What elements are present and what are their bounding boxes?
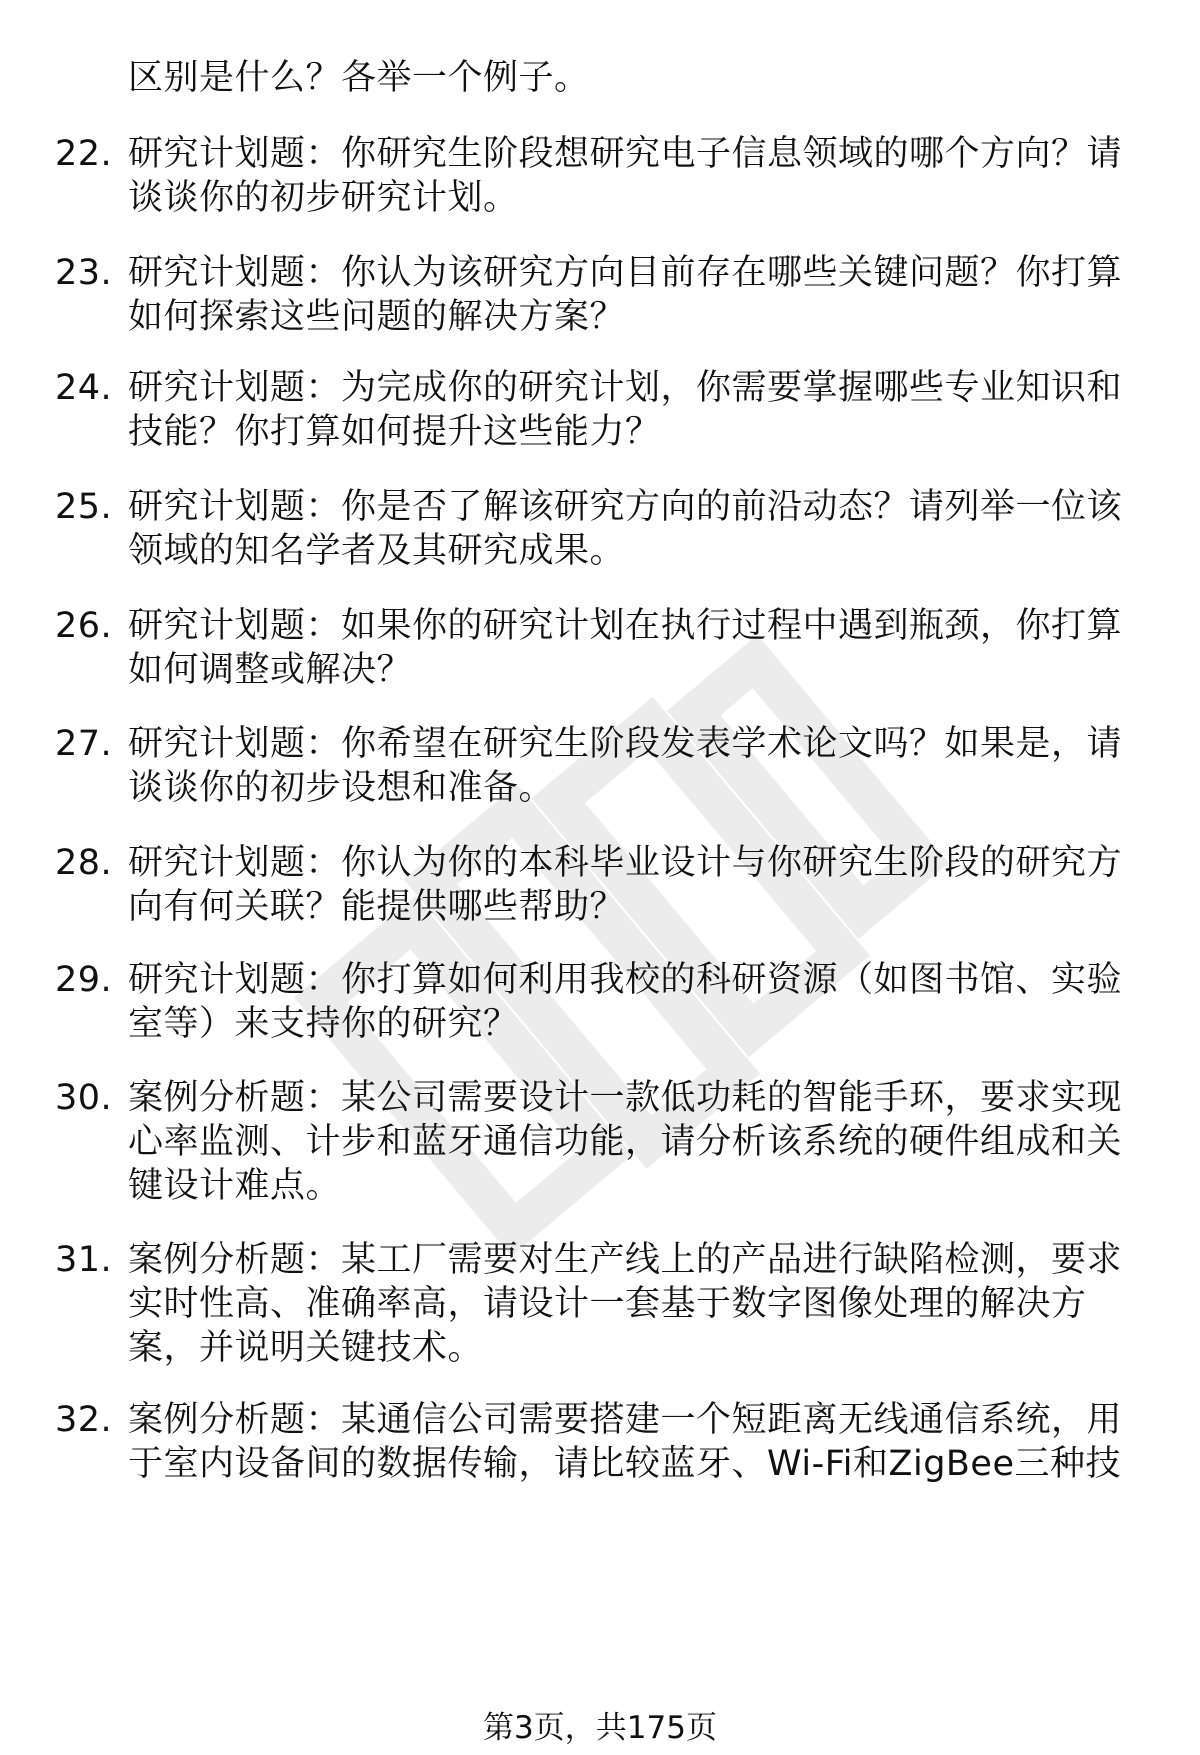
item-text: 案例分析题：某公司需要设计一款低功耗的智能手环，要求实现 <box>128 1078 1123 1118</box>
item-number: 30. <box>55 1078 113 1118</box>
item-number: 24. <box>55 368 113 408</box>
item-text: 室等）来支持你的研究？ <box>128 1004 519 1044</box>
item-text: 研究计划题：你研究生阶段想研究电子信息领域的哪个方向？请 <box>128 134 1123 174</box>
item-text: 研究计划题：你是否了解该研究方向的前沿动态？请列举一位该 <box>128 487 1123 527</box>
page-footer: 第3页，共175页 <box>483 1710 717 1746</box>
item-text: 案例分析题：某工厂需要对生产线上的产品进行缺陷检测，要求 <box>128 1240 1123 1280</box>
item-text: 研究计划题：你认为该研究方向目前存在哪些关键问题？你打算 <box>128 253 1123 293</box>
continuation-text: 区别是什么？各举一个例子。 <box>128 58 590 98</box>
item-text: 谈谈你的初步研究计划。 <box>128 178 519 218</box>
item-number: 27. <box>55 724 113 764</box>
item-text: 如何调整或解决？ <box>128 650 413 690</box>
item-text: 领域的知名学者及其研究成果。 <box>128 531 626 571</box>
item-text: 研究计划题：你打算如何利用我校的科研资源（如图书馆、实验 <box>128 960 1123 1000</box>
item-text: 案，并说明关键技术。 <box>128 1328 484 1368</box>
item-text: 向有何关联？能提供哪些帮助？ <box>128 887 626 927</box>
item-text: 实时性高、准确率高，请设计一套基于数字图像处理的解决方 <box>128 1284 1087 1324</box>
item-number: 32. <box>55 1400 113 1440</box>
item-text: 研究计划题：你希望在研究生阶段发表学术论文吗？如果是，请 <box>128 724 1123 764</box>
item-text: 研究计划题：如果你的研究计划在执行过程中遇到瓶颈，你打算 <box>128 606 1123 646</box>
item-text: 键设计难点。 <box>128 1166 342 1206</box>
item-text: 技能？你打算如何提升这些能力？ <box>128 412 661 452</box>
item-number: 23. <box>55 253 113 293</box>
item-text: 案例分析题：某通信公司需要搭建一个短距离无线通信系统，用 <box>128 1400 1123 1440</box>
item-number: 28. <box>55 843 113 883</box>
item-text: 心率监测、计步和蓝牙通信功能，请分析该系统的硬件组成和关 <box>128 1122 1123 1162</box>
item-text: 研究计划题：你认为你的本科毕业设计与你研究生阶段的研究方 <box>128 843 1123 883</box>
item-number: 29. <box>55 960 113 1000</box>
item-text: 于室内设备间的数据传输，请比较蓝牙、Wi-Fi和ZigBee三种技 <box>128 1444 1121 1484</box>
item-text: 研究计划题：为完成你的研究计划，你需要掌握哪些专业知识和 <box>128 368 1123 408</box>
item-text: 如何探索这些问题的解决方案？ <box>128 297 626 337</box>
item-number: 26. <box>55 606 113 646</box>
item-number: 31. <box>55 1240 113 1280</box>
item-text: 谈谈你的初步设想和准备。 <box>128 768 555 808</box>
item-number: 22. <box>55 134 113 174</box>
item-number: 25. <box>55 487 113 527</box>
